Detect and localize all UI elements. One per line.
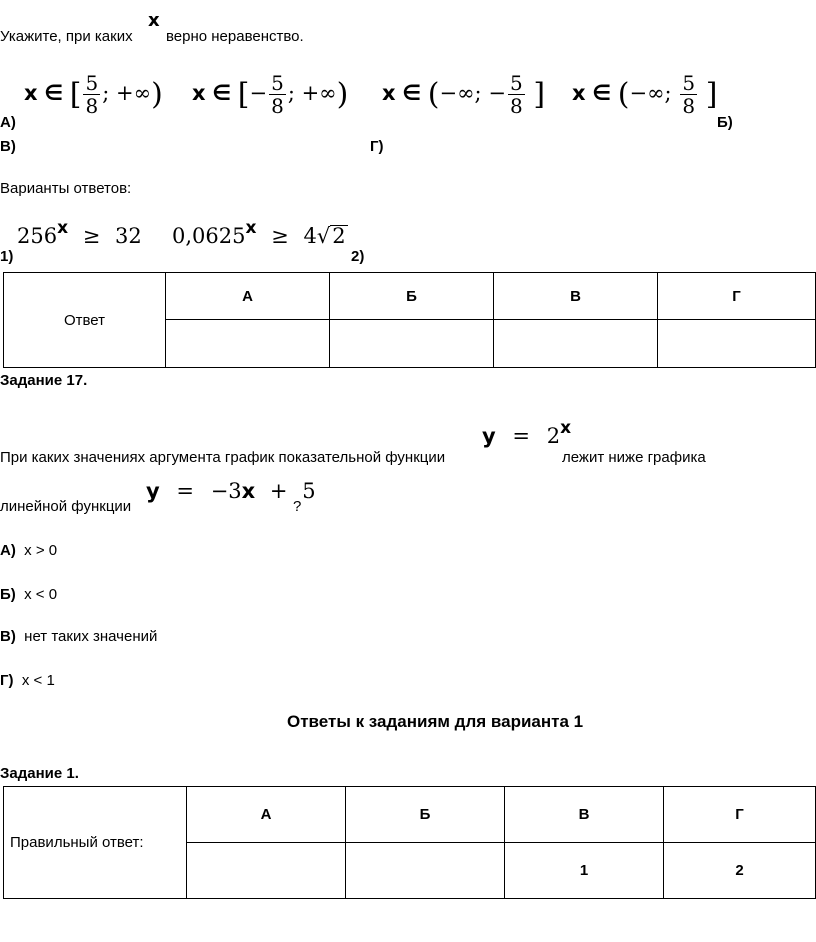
- task16-option-a-formula: x ∈ [ $\frac{5}{8}$ ; +∞): [24, 71, 163, 118]
- answers-table-header-b: Б: [346, 787, 505, 843]
- task16-table-header-a: А: [166, 273, 330, 320]
- task16-option-b-formula: x ∈ [− $\frac{5}{8}$ ; +∞): [192, 71, 349, 118]
- answers-table-header-g: Г: [664, 787, 816, 843]
- task16-table-cell-g[interactable]: [658, 320, 816, 368]
- answers-table-row-label: Правильный ответ:: [4, 787, 187, 899]
- answers-table-cell-b: [346, 843, 505, 899]
- task17-function2: y = −3x + 5: [146, 479, 316, 503]
- task16-option-v-formula: x ∈ (−∞; − $\frac{5}{8}$ ]: [382, 71, 546, 118]
- answers-table-cell-v: 1: [505, 843, 664, 899]
- task16-table-cell-b[interactable]: [330, 320, 494, 368]
- answers-table-cell-a: [187, 843, 346, 899]
- answers-table: [3, 786, 816, 899]
- task17-text1: При каких значениях аргумента график показательной функции: [0, 449, 446, 466]
- task17-option-g: Г) x < 1: [0, 672, 55, 689]
- task17-option-b: Б) x < 0: [0, 586, 58, 603]
- task16-table-header-g: Г: [658, 273, 816, 320]
- task16-prompt-after: верно неравенство.: [166, 28, 304, 45]
- task16-table-cell-v[interactable]: [494, 320, 658, 368]
- task16-option-a-letter: А): [0, 114, 16, 131]
- answers-table-header-v: В: [505, 787, 664, 843]
- task16-table-header-v: В: [494, 273, 658, 320]
- answers-table-cell-g: 2: [664, 843, 816, 899]
- task16-table-row-label: Ответ: [4, 273, 166, 368]
- task17-function1: y = 2$^x$: [482, 418, 572, 448]
- task16-option-g-letter: Г): [370, 138, 384, 155]
- answers-heading: Ответы к заданиям для варианта 1: [287, 712, 584, 731]
- task17-title: Задание 17.: [0, 372, 88, 389]
- task16-answer-2-number: 2): [351, 248, 365, 265]
- task16-table-header-b: Б: [330, 273, 494, 320]
- task17-question-mark: ?: [293, 498, 302, 515]
- task16-answer-1-formula: 256$^x$ ≥ 32: [17, 218, 142, 248]
- task16-prompt-var: x: [148, 10, 160, 31]
- answers-task1-title: Задание 1.: [0, 765, 79, 782]
- task16-answer-1-number: 1): [0, 248, 14, 265]
- task16-prompt: [0, 28, 133, 45]
- task16-answers-label: Варианты ответов:: [0, 180, 132, 197]
- task17-text2: лежит ниже графика: [562, 449, 706, 466]
- task16-answer-2-formula: 0,0625$^x$ ≥ 4√2: [172, 218, 346, 248]
- task17-text3: линейной функции: [0, 498, 132, 515]
- task16-option-v-letter: В): [0, 138, 16, 155]
- task16-option-b-letter: Б): [717, 114, 733, 131]
- task16-answer-table: [3, 272, 816, 368]
- task17-option-v: В) нет таких значений: [0, 628, 158, 645]
- task17-option-a: А) x > 0: [0, 542, 58, 559]
- task16-option-g-formula: x ∈ (−∞; $\frac{5}{8}$ ]: [572, 71, 718, 118]
- answers-table-header-a: А: [187, 787, 346, 843]
- task16-prompt-before: Укажите, при каких: [0, 28, 133, 45]
- task16-table-cell-a[interactable]: [166, 320, 330, 368]
